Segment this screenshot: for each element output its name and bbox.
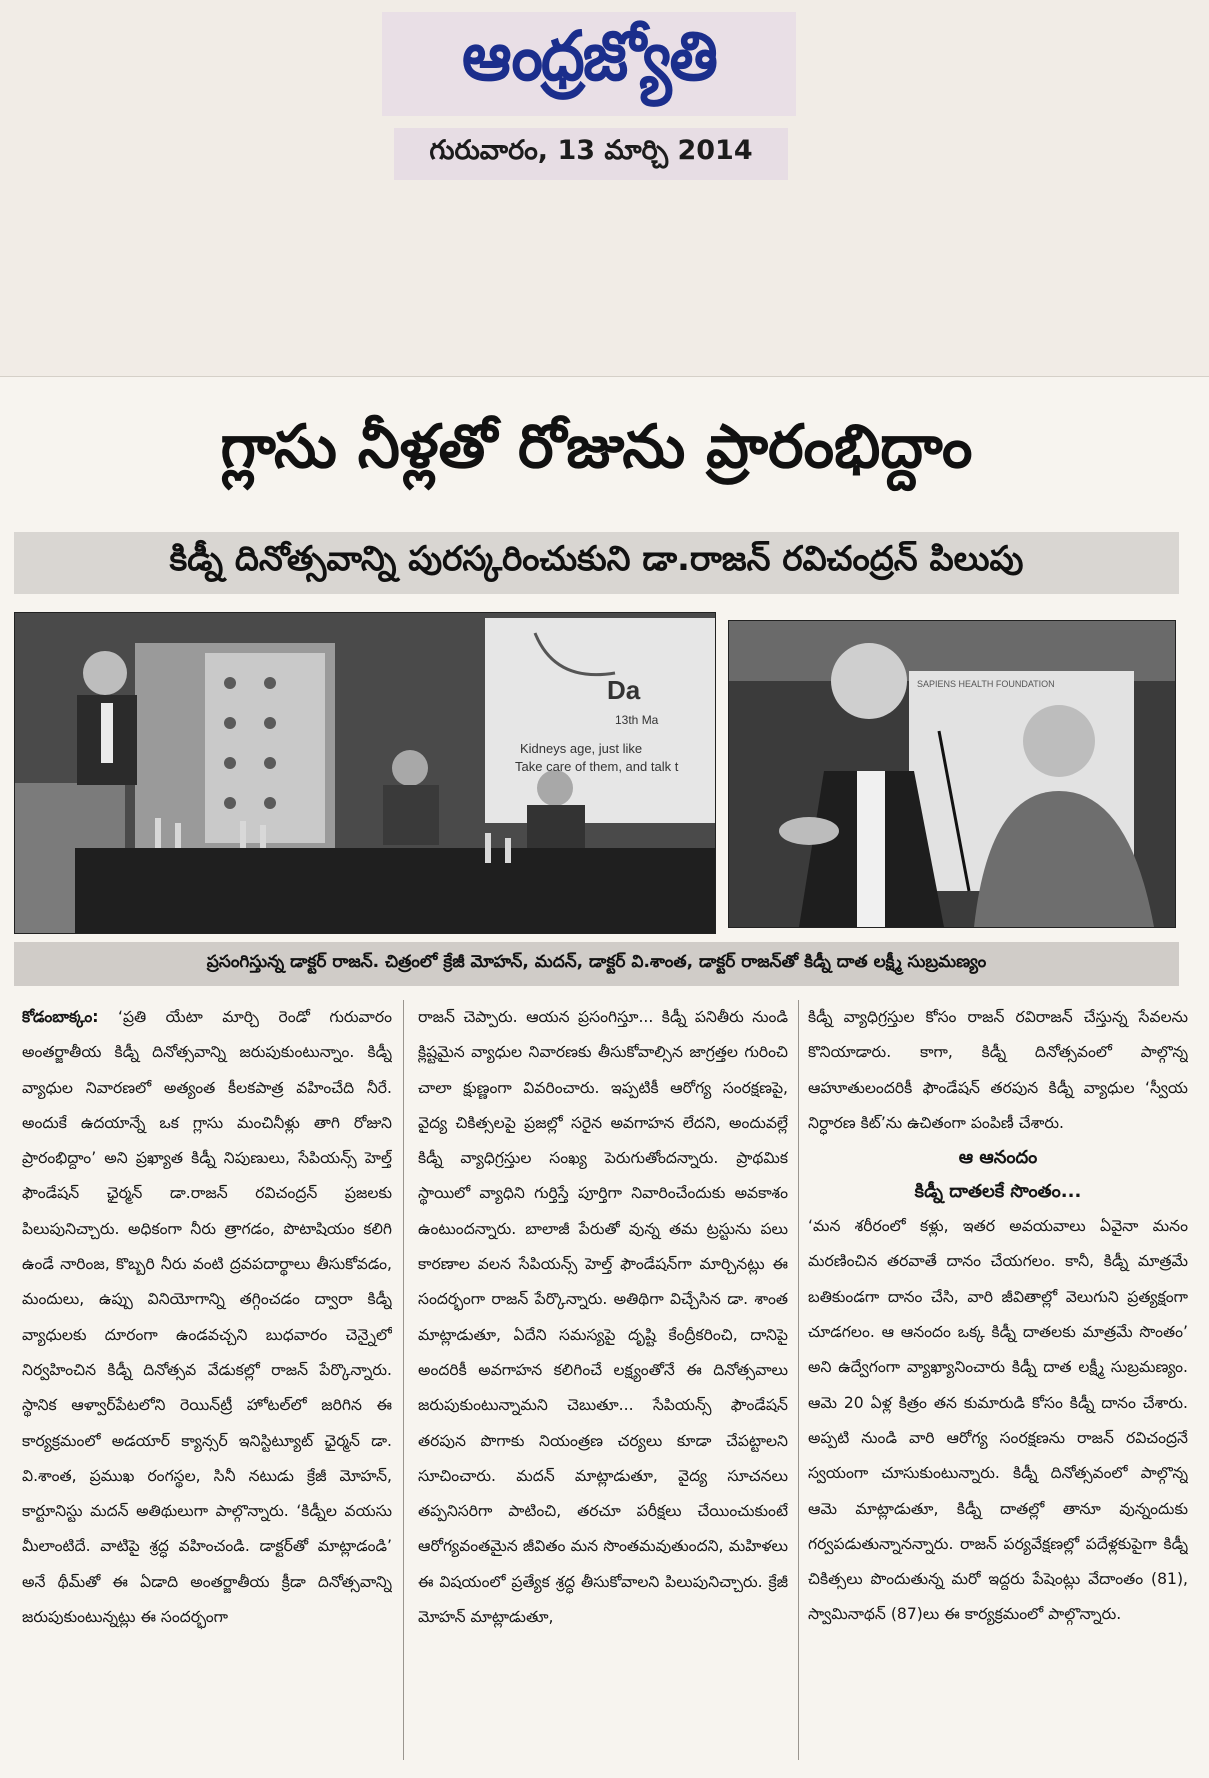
banner-slogan-line2: Take care of them, and talk t [515, 759, 679, 774]
subsection-kicker: ఆ ఆనందం [958, 1147, 1038, 1169]
foundation-banner-text: SAPIENS HEALTH FOUNDATION [917, 679, 1055, 689]
column-3-top-text: కిడ్నీ వ్యాధిగ్రస్తుల కోసం రాజన్ రవిరాజన్ చేస్తున్న సేవలను కొనియాడారు. కాగా, కిడ్నీ దినోత్సవంలో పాల్గొన్న ఆహూతులందరికీ ఫౌండేషన్ తరపున కిడ్నీ వ్యాధుల ‘స్వీయ నిర్ధారణ కిట్’ను ఉచితంగా పంపిణీ చేశారు. [808, 1008, 1188, 1132]
article-column-2 [418, 1000, 788, 1762]
column-3-bottom-text: ‘మన శరీరంలో కళ్లు, ఇతర అవయవాలు ఏవైనా మనం మరణించిన తరవాతే దానం చేయగలం. కానీ, కిడ్నీ మాత్రమే బతికుండగా దానం చేసి, వారి జీవితాల్లో వెలుగుని ప్రత్యక్షంగా చూడగలం. ఆ ఆనందం ఒక్క కిడ్నీ దాతలకు మాత్రమే సొంతం’ అని ఉద్వేగంగా వ్యాఖ్యానించారు కిడ్నీ దాత లక్ష్మీ సుబ్రమణ్యం. ఆమె 20 ఏళ్ల కిత్రం తన కుమారుడి కోసం కిడ్నీ దానం చేశారు. అప్పటి నుండి వారి ఆరోగ్య సంరక్షణను రాజన్ రవిచంద్రనే స్వయంగా చూసుకుంటున్నారు. కిడ్నీ దినోత్సవంలో పాల్గొన్న ఆమె మాట్లాడుతూ, కిడ్నీ దాతల్లో తానూ వున్నందుకు గర్వపడుతున్నానన్నారు. రాజన్ పర్యవేక్షణల్లో పదేళ్లకుపైగా కిడ్నీ చికిత్సలు పొందుతున్న మరో ఇద్దరు పేషెంట్లు వేదాంతం (81), స్వామినాథన్ (87)లు ఈ కార్యక్రమంలో పాల్గొన్నారు. [808, 1217, 1188, 1624]
newspaper-masthead [382, 12, 796, 116]
article-column-1 [22, 1000, 392, 1762]
article-headline [14, 405, 1179, 503]
article-column-3 [808, 1000, 1188, 1762]
photo-caption [14, 942, 1179, 986]
column-1-text: ‘ప్రతి యేటా మార్చి రెండో గురువారం అంతర్జాతీయ కిడ్నీ దినోత్సవాన్ని జరుపుకుంటున్నాం. కిడ్నీ వ్యాధుల నివారణలో అత్యంత కీలకపాత్ర వహించేది నీరే. అందుకే ఉదయాన్నే ఒక గ్లాసు మంచినీళ్లు తాగి రోజుని ప్రారంభిద్దాం’ అని ప్రఖ్యాత కిడ్నీ నిపుణులు, సేపియన్స్ హెల్త్ ఫౌండేషన్ ఛైర్మన్ డా.రాజన్ రవిచంద్రన్ ప్రజలకు పిలుపునిచ్చారు. అధికంగా నీరు త్రాగడం, పొటాషియం కలిగి ఉండే నారింజ, కొబ్బరి నీరు వంటి ద్రవపదార్థాలు తీసుకోవడం, మందులు, ఉప్పు వినియోగాన్ని తగ్గించడం ద్వారా కిడ్నీ వ్యాధులకు దూరంగా ఉండవచ్చని బుధవారం చెన్నైలో నిర్వహించిన కిడ్నీ దినోత్సవ వేడుకల్లో రాజన్ పేర్కొన్నారు. స్థానిక ఆళ్వార్‌పేటలోని రెయిన్‌ట్రీ హోటల్‌లో జరిగిన ఈ కార్యక్రమంలో అడయార్ క్యాన్సర్ ఇనిస్టిట్యూట్ ఛైర్మన్ డా. వి.శాంత, ప్రముఖ రంగస్థల, సినీ నటుడు క్రేజీ మోహన్, కార్టూనిస్టు మదన్ అతిథులుగా పాల్గొన్నారు. ‘కిడ్నీల వయసు మీలాంటిదే. వాటిపై శ్రద్ధ వహించండి. డాక్టర్‌తో మాట్లాడండి’ అనే థీమ్‌తో ఈ ఏడాది అంతర్జాతీయ క్రీడా దినోత్సవాన్ని జరుపుకుంటున్నట్లు ఈ సందర్భంగా [22, 1008, 392, 1627]
speaker-illustration [729, 621, 1175, 927]
masthead-title: ఆంధ్రజ్యోతి [462, 15, 716, 96]
headline-text: గ్లాసు నీళ్లతో రోజును ప్రారంభిద్దాం [220, 412, 973, 482]
subheadline-text: కిడ్నీ దినోత్సవాన్ని పురస్కరించుకుని డా.రాజన్ రవిచంద్రన్ పిలుపు [169, 539, 1024, 579]
subsection-heading: కిడ్నీ దాతలకే సొంతం... [914, 1181, 1082, 1203]
publication-date-box [394, 128, 788, 180]
article-subheadline [14, 532, 1179, 594]
publication-date: గురువారం, 13 మార్చి 2014 [429, 135, 753, 166]
banner-date-text: 13th Ma [615, 713, 659, 727]
event-photo-speaker [728, 620, 1176, 928]
banner-partial-text: Da [607, 675, 641, 705]
dateline: కోడంబాక్కం: [22, 1008, 99, 1026]
column-2-text: రాజన్ చెప్పారు. ఆయన ప్రసంగిస్తూ... కిడ్నీ పనితీరు నుండి క్లిష్టమైన వ్యాధుల నివారణకు తీసుకోవాల్సిన జాగ్రత్తల గురించి చాలా క్షుణ్ణంగా వివరించారు. ఇప్పటికీ ఆరోగ్య సంరక్షణపై, వైద్య చికిత్సలపై ప్రజల్లో సరైన అవగాహన లేదని, అందువల్లే కిడ్నీ వ్యాధిగ్రస్తుల సంఖ్య పెరుగుతోందన్నారు. ప్రాథమిక స్థాయిలో వ్యాధిని గుర్తిస్తే పూర్తిగా నివారించేందుకు అవకాశం ఉంటుందన్నారు. బాలాజీ పేరుతో వున్న తమ ట్రస్టును పలు కారణాల వలన సేపియన్స్ హెల్త్ ఫౌండేషన్‌గా మార్చినట్లు ఈ సందర్భంగా రాజన్ పేర్కొన్నారు. అతిథిగా విచ్చేసిన డా. శాంత మాట్లాడుతూ, ఏదేని సమస్యపై దృష్టి కేంద్రీకరించి, దానిపై అందరికీ అవగాహన కలిగించే లక్ష్యంతోనే ఈ దినోత్సవాలు జరుపుకుంటున్నామని చెబుతూ... సేపియన్స్ ఫౌండేషన్ తరపున పొగాకు నియంత్రణ చర్యలు కూడా చేపట్టాలని సూచించారు. మదన్ మాట్లాడుతూ, వైద్య సూచనలు తప్పనిసరిగా పాటించి, తరచూ పరీక్షలు చేయించుకుంటే ఆరోగ్యవంతమైన జీవితం మన సొంతమవుతుందని, మహిళలు ఈ విషయంలో ప్రత్యేక శ్రద్ధ తీసుకోవాలని పిలుపునిచ్చారు. క్రేజీ మోహన్ మాట్లాడుతూ, [418, 1008, 788, 1627]
event-photo-stage [14, 612, 716, 934]
banner-slogan-line1: Kidneys age, just like [520, 741, 643, 756]
column-divider [798, 1000, 799, 1760]
column-divider [403, 1000, 404, 1760]
caption-text: ప్రసంగిస్తున్న డాక్టర్ రాజన్. చిత్రంలో క్రేజీ మోహన్, మదన్, డాక్టర్ వి.శాంత, డాక్టర్ రాజన్‌తో కిడ్నీ దాత లక్ష్మీ సుబ్రమణ్యం [206, 952, 987, 972]
